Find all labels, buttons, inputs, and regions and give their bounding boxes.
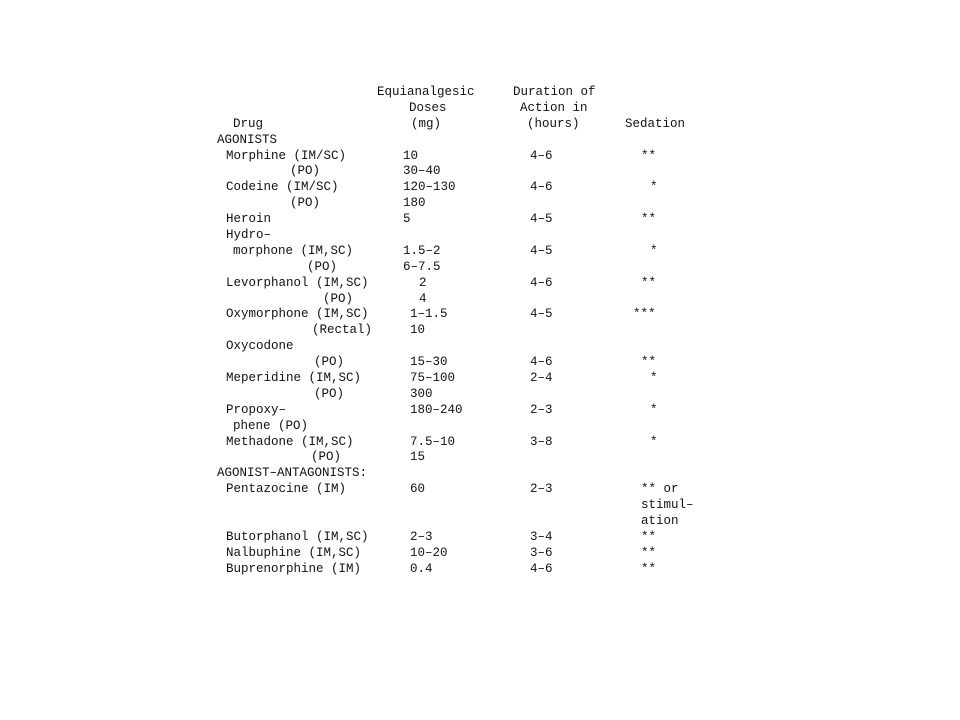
drug-cell: phene (PO): [233, 418, 309, 433]
drug-cell: Methadone (IM,SC): [226, 434, 354, 449]
sedation-cell: **: [641, 529, 657, 544]
drug-cell: (PO): [290, 164, 321, 179]
drug-cell: Levorphanol (IM,SC): [226, 275, 369, 290]
dose-cell: 1–1.5: [410, 307, 448, 322]
table-row: [0, 307, 656, 323]
duration-cell: 3–8: [530, 434, 553, 449]
drug-cell: Nalbuphine (IM,SC): [226, 545, 362, 560]
dose-cell: 2–3: [410, 529, 433, 544]
duration-cell: 2–3: [530, 482, 553, 497]
duration-cell: 4–6: [530, 148, 553, 163]
dose-cell: 10–20: [410, 545, 448, 560]
header-row-1: [0, 85, 596, 101]
sedation-cell: **: [641, 275, 657, 290]
duration-cell: 4–5: [530, 307, 553, 322]
table-row: [0, 402, 658, 419]
sedation-cell: *: [650, 180, 658, 195]
header-row-2: [0, 100, 588, 117]
table-row: [0, 243, 658, 260]
dose-cell: 10: [410, 323, 426, 338]
header-doses-3: (mg): [411, 116, 442, 131]
sedation-cell: *: [650, 243, 658, 258]
sedation-cell: **: [641, 148, 657, 163]
drug-cell: Pentazocine (IM): [226, 482, 347, 497]
drug-cell: (PO): [314, 386, 345, 401]
table-row: [0, 529, 657, 546]
table-row: [0, 228, 272, 244]
drug-cell: Morphine (IM/SC): [226, 148, 347, 163]
table-row: [0, 545, 657, 562]
drug-cell: Butorphanol (IM,SC): [226, 529, 369, 544]
sedation-cell: **: [641, 545, 657, 560]
dose-cell: 4: [419, 291, 427, 306]
sedation-cell: ** or: [641, 482, 679, 497]
table-row: [0, 418, 309, 435]
header-duration-1: Duration of: [513, 85, 596, 99]
sedation-cell: **: [641, 561, 657, 576]
section-row: [0, 132, 278, 149]
table-row: [0, 371, 658, 387]
drug-cell: (PO): [323, 291, 354, 306]
table-row: [0, 498, 694, 514]
section-heading: AGONIST–ANTAGONISTS:: [217, 466, 368, 481]
dose-cell: 180: [403, 196, 426, 211]
table-row: [0, 561, 657, 578]
drug-cell: (PO): [311, 450, 342, 465]
dose-cell: 15: [410, 450, 426, 465]
header-doses-2: Doses: [409, 100, 447, 115]
dose-cell: 75–100: [410, 371, 456, 386]
header-sedation: Sedation: [625, 116, 686, 131]
drug-cell: (PO): [290, 196, 321, 211]
drug-cell: Oxycodone: [226, 339, 294, 354]
duration-cell: 4–6: [530, 561, 553, 576]
duration-cell: 4–6: [530, 180, 553, 195]
sedation-cell: *: [650, 371, 658, 386]
table-row: [0, 482, 679, 498]
header-doses-1: Equianalgesic: [377, 85, 475, 99]
table-row: [0, 339, 294, 355]
drug-cell: Buprenorphine (IM): [226, 561, 362, 576]
drug-cell: Propoxy–: [226, 402, 287, 417]
dose-cell: 10: [403, 148, 419, 163]
duration-cell: 4–6: [530, 275, 553, 290]
dose-cell: 60: [410, 482, 426, 497]
duration-cell: 2–3: [530, 402, 553, 417]
sedation-cell: ation: [641, 514, 679, 529]
section-row: [0, 466, 368, 482]
duration-cell: 4–5: [530, 243, 553, 258]
drug-cell: (PO): [307, 259, 338, 274]
drug-cell: Oxymorphone (IM,SC): [226, 307, 369, 322]
duration-cell: 4–5: [530, 212, 553, 227]
dose-cell: 30–40: [403, 164, 441, 179]
dose-cell: 15–30: [410, 355, 448, 370]
dose-cell: 7.5–10: [410, 434, 456, 449]
drug-cell: morphone (IM,SC): [233, 243, 354, 258]
drug-cell: (Rectal): [312, 323, 373, 338]
sedation-cell: *: [650, 402, 658, 417]
sedation-cell: ***: [633, 307, 656, 322]
table-row: [0, 180, 658, 196]
header-duration-3: (hours): [527, 116, 580, 131]
duration-cell: 4–6: [530, 355, 553, 370]
table-row: [0, 196, 426, 212]
drug-cell: Codeine (IM/SC): [226, 180, 339, 195]
drug-cell: Hydro–: [226, 228, 272, 243]
drug-cell: (PO): [314, 355, 345, 370]
table-row: [0, 434, 658, 451]
sedation-cell: stimul–: [641, 498, 694, 513]
table-row: [0, 355, 657, 371]
dose-cell: 5: [403, 212, 411, 227]
sedation-cell: **: [641, 212, 657, 227]
dose-cell: 6–7.5: [403, 259, 441, 274]
table-row: [0, 386, 433, 403]
dose-cell: 1.5–2: [403, 243, 441, 258]
table-row: [0, 148, 657, 165]
header-drug: Drug: [233, 116, 264, 131]
header-row-3: [0, 116, 686, 133]
section-heading: AGONISTS: [217, 132, 278, 147]
table-body: [0, 132, 694, 578]
dose-cell: 300: [410, 386, 433, 401]
table-row: [0, 212, 657, 228]
table-row: [0, 259, 441, 276]
duration-cell: 3–4: [530, 529, 553, 544]
sedation-cell: *: [650, 434, 658, 449]
header-duration-2: Action in: [520, 100, 588, 115]
table-row: [0, 514, 679, 530]
table-row: [0, 323, 426, 339]
drug-cell: Heroin: [226, 212, 272, 227]
duration-cell: 3–6: [530, 545, 553, 560]
opioid-dose-table: [0, 85, 694, 578]
dose-cell: 180–240: [410, 402, 463, 417]
table-row: [0, 291, 427, 308]
table-row: [0, 450, 426, 466]
dose-cell: 0.4: [410, 561, 433, 576]
dose-cell: 120–130: [403, 180, 456, 195]
drug-cell: Meperidine (IM,SC): [226, 371, 362, 386]
duration-cell: 2–4: [530, 371, 553, 386]
sedation-cell: **: [641, 355, 657, 370]
table-row: [0, 164, 441, 180]
table-row: [0, 275, 657, 292]
dose-cell: 2: [419, 275, 427, 290]
